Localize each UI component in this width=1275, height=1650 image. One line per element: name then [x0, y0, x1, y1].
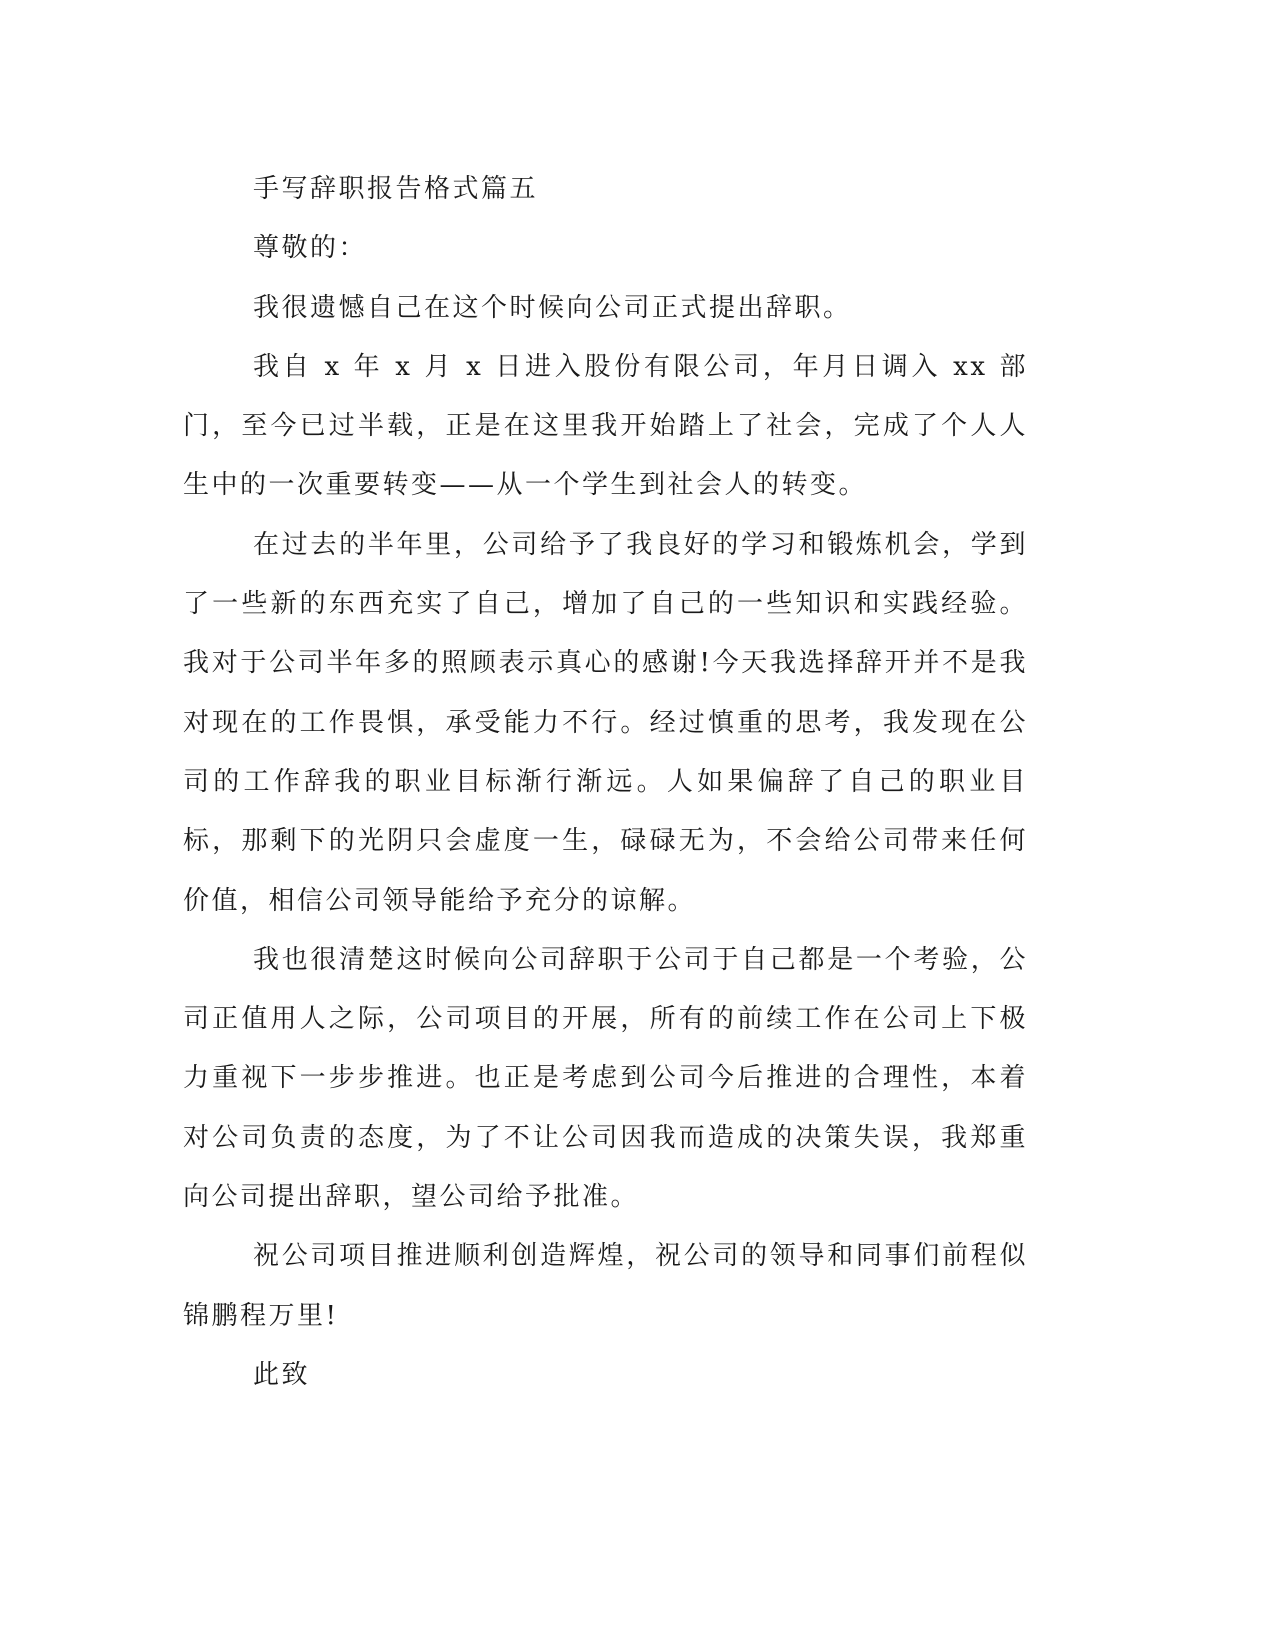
closing: 此致 — [253, 1359, 311, 1390]
paragraph: 在过去的半年里，公司给予了我良好的学习和锻炼机会，学到了一些新的东西充实了自己，增加了自己的一些知识和实践经验。我对于公司半年多的照顾表示真心的感谢!今天我选择辞开并不是我对现在的工作畏惧，承受能力不行。经过慎重的思考，我发现在公司的工作辞我的职业目标渐行渐远。人如果偏辞了自己的职业目标，那剩下的光阴只会虚度一生，碌碌无为，不会给公司带来任何价值，相信公司领导能给予充分的谅解。 — [183, 529, 1028, 916]
paragraph: 我自 x 年 x 月 x 日进入股份有限公司，年月日调入 xx 部门，至今已过半载，正是在这里我开始踏上了社会，完成了个人人生中的一次重要转变——从一个学生到社会人的转变。 — [183, 351, 1028, 501]
paragraph: 我也很清楚这时候向公司辞职于公司于自己都是一个考验，公司正值用人之际，公司项目的开展，所有的前续工作在公司上下极力重视下一步步推进。也正是考虑到公司今后推进的合理性，本着对公司负责的态度，为了不让公司因我而造成的决策失误，我郑重向公司提出辞职，望公司给予批准。 — [183, 944, 1028, 1213]
document-title: 手写辞职报告格式篇五 — [253, 174, 539, 204]
salutation: 尊敬的： — [253, 233, 368, 264]
document-body — [183, 160, 1028, 1405]
paragraph: 我很遗憾自己在这个时候向公司正式提出辞职。 — [253, 292, 852, 323]
paragraph: 祝公司项目推进顺利创造辉煌，祝公司的领导和同事们前程似锦鹏程万里! — [183, 1241, 1028, 1331]
